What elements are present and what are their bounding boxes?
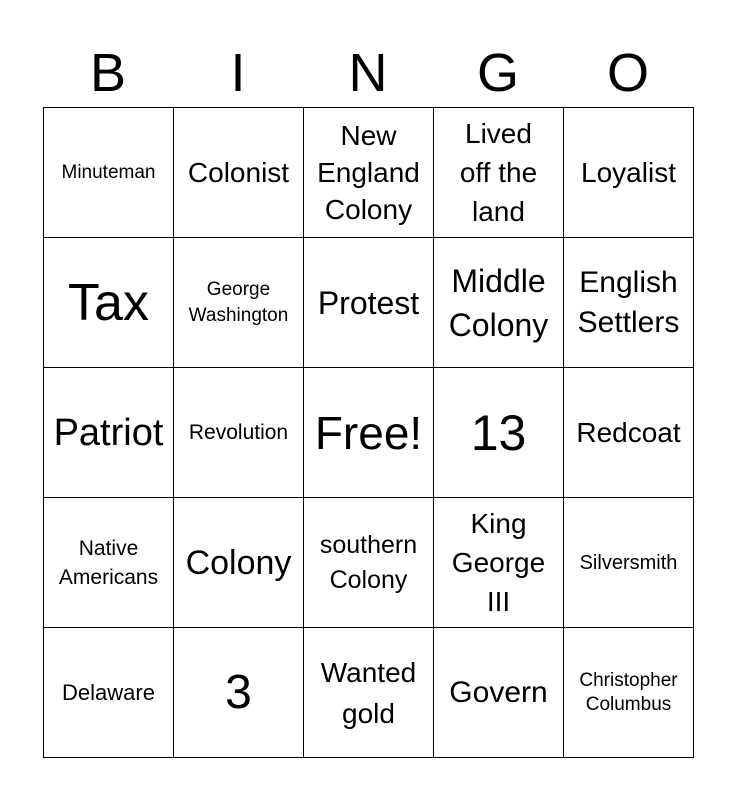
bingo-cell[interactable] [304, 368, 434, 498]
bingo-board [43, 107, 694, 758]
cell-text: Native Americans [58, 536, 159, 589]
cell-text: Free! [314, 406, 423, 459]
cell-text: New England Colony [317, 120, 420, 225]
cell-text: Christopher Columbus [579, 669, 678, 715]
bingo-cell[interactable] [174, 498, 304, 628]
bingo-cell[interactable] [304, 238, 434, 368]
cell-text: English Settlers [577, 265, 680, 339]
bingo-cell[interactable] [434, 368, 564, 498]
bingo-cell[interactable] [564, 498, 694, 628]
bingo-cell[interactable] [434, 108, 564, 238]
cell-text: King George III [451, 508, 546, 617]
bingo-header [43, 38, 693, 108]
bingo-cell[interactable] [44, 368, 174, 498]
bingo-cell[interactable] [44, 628, 174, 758]
cell-text: Delaware [62, 679, 155, 705]
bingo-cell[interactable] [434, 238, 564, 368]
header-letter-n: N [348, 43, 388, 103]
bingo-cell[interactable] [564, 628, 694, 758]
header-letter-o: O [606, 43, 649, 103]
bingo-cell[interactable] [564, 368, 694, 498]
bingo-cell[interactable] [564, 238, 694, 368]
bingo-cell[interactable] [44, 498, 174, 628]
cell-text: Revolution [188, 420, 289, 444]
header-letter-b: B [89, 43, 127, 103]
bingo-cell[interactable] [44, 238, 174, 368]
cell-text: Middle Colony [448, 262, 549, 343]
bingo-cell[interactable] [434, 498, 564, 628]
bingo-cell[interactable] [304, 108, 434, 238]
cell-text: George Washington [188, 278, 289, 326]
cell-text: Silversmith [579, 551, 678, 574]
header-letter-i: I [230, 43, 246, 103]
bingo-cell[interactable] [44, 108, 174, 238]
cell-text: Lived off the land [459, 118, 538, 227]
cell-text: 3 [225, 665, 252, 719]
bingo-cell[interactable] [434, 628, 564, 758]
header-letter-g: G [476, 43, 519, 103]
bingo-cell[interactable] [174, 628, 304, 758]
cell-text: Colony [185, 543, 292, 582]
bingo-cell[interactable] [174, 368, 304, 498]
bingo-cell[interactable] [564, 108, 694, 238]
cell-text: Protest [317, 284, 420, 321]
cell-text: Minuteman [61, 161, 156, 183]
bingo-cell[interactable] [304, 498, 434, 628]
bingo-cell[interactable] [174, 238, 304, 368]
cell-text: Tax [68, 273, 149, 332]
cell-text: southern Colony [319, 530, 418, 594]
bingo-cell[interactable] [174, 108, 304, 238]
cell-text: Patriot [53, 411, 164, 454]
cell-text: Loyalist [581, 156, 676, 188]
cell-text: Wanted gold [320, 656, 417, 729]
cell-text: Redcoat [576, 416, 681, 448]
cell-text: Govern [449, 675, 548, 709]
bingo-cell[interactable] [304, 628, 434, 758]
cell-text: 13 [470, 404, 527, 461]
cell-text: Colonist [187, 156, 290, 188]
